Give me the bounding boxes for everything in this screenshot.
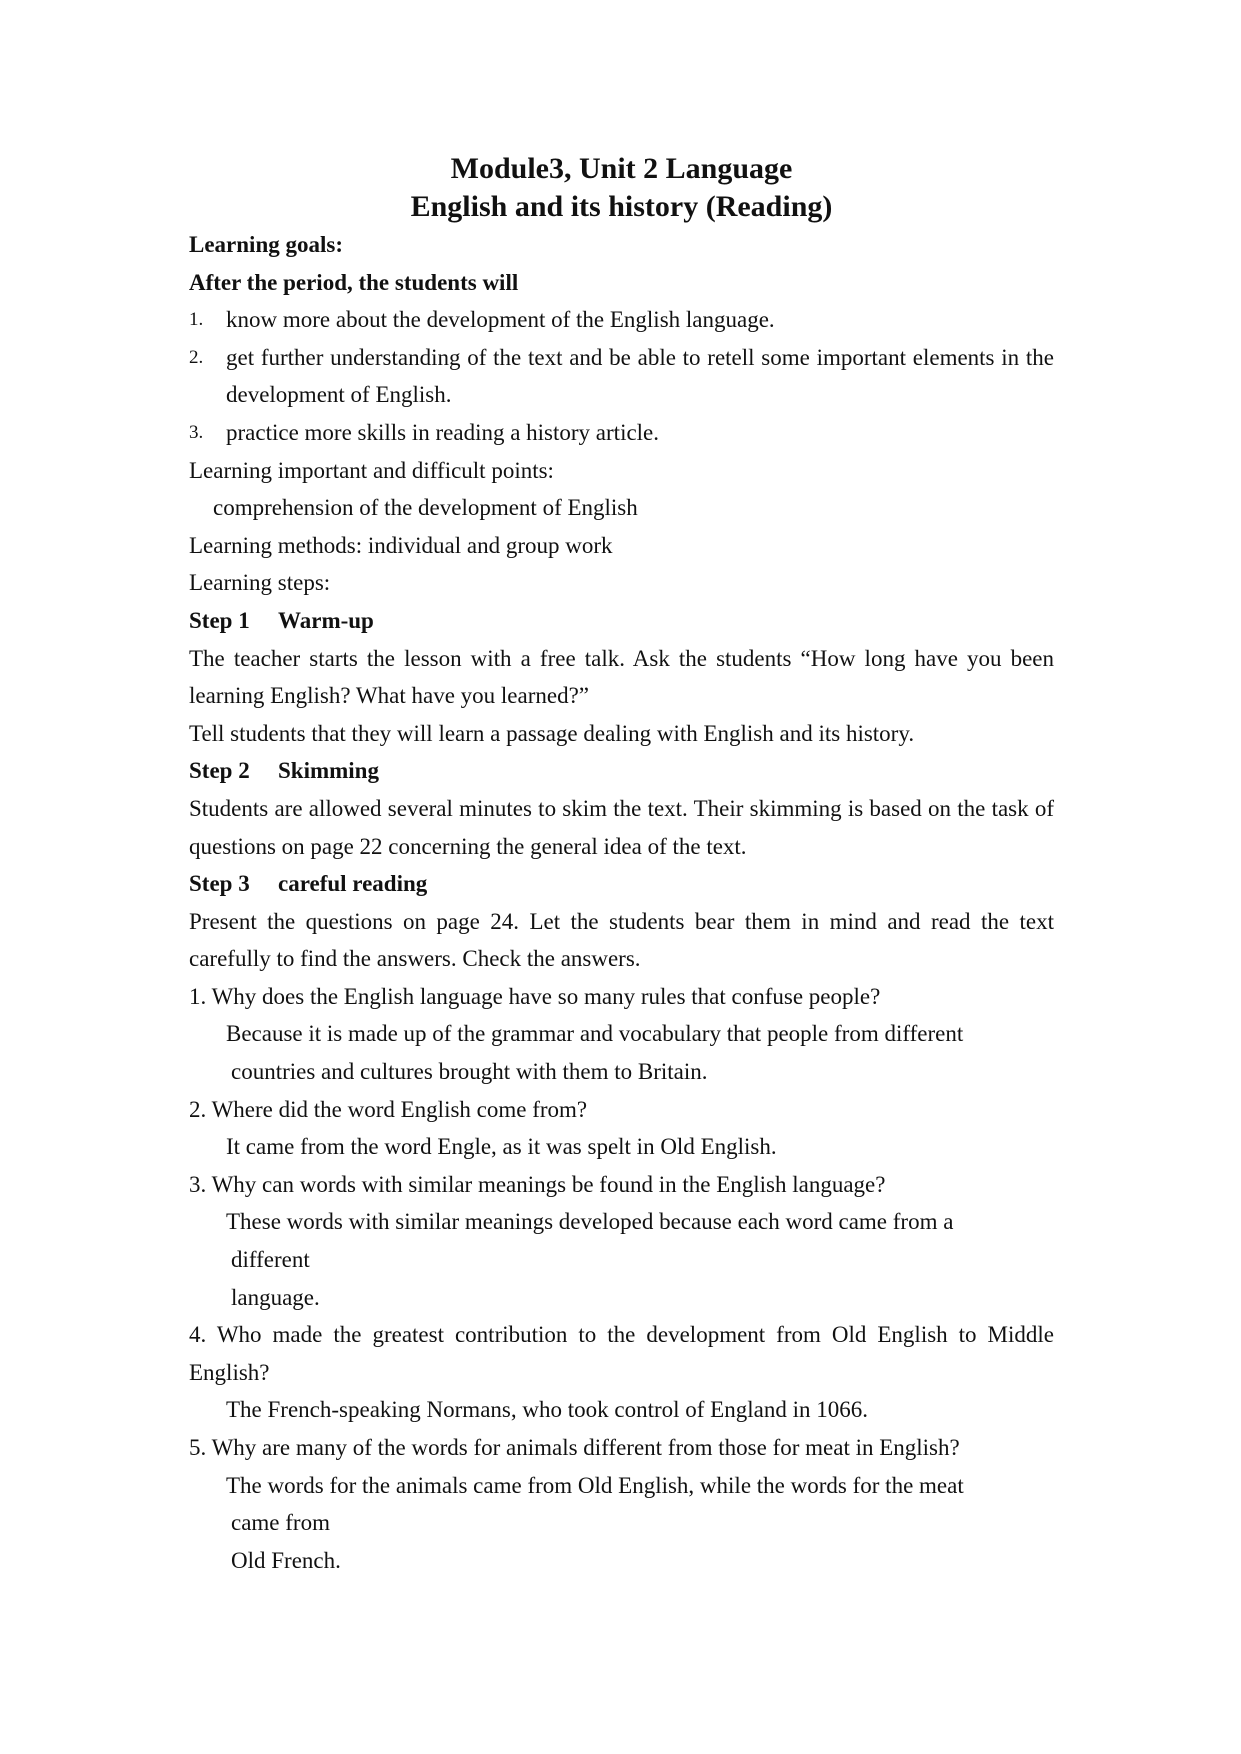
points-text: comprehension of the development of English [213, 495, 638, 521]
goal-text: know more about the development of the English language. [226, 307, 775, 333]
answer-3-line-1: These words with similar meanings developed because each word came from a [226, 1209, 954, 1235]
step-2-paragraph: Students are allowed several minutes to skim the text. Their skimming is based on the task of questions on page 22 concerning the general idea of the text. [189, 795, 1054, 859]
goal-number: 2. [189, 346, 204, 368]
step-3-heading [189, 865, 1054, 903]
answer-1-line-2: countries and cultures brought with them to Britain. [231, 1059, 708, 1085]
answer-2-line-1: It came from the word Engle, as it was spelt in Old English. [226, 1134, 777, 1160]
step-2-label: Step 2 [189, 758, 250, 784]
answer-4 [189, 1391, 1054, 1429]
goal-item [189, 301, 1054, 339]
question-2: 2. Where did the word English come from? [189, 1096, 588, 1122]
answer-5-line-1: The words for the animals came from Old English, while the words for the meat [226, 1472, 964, 1498]
step-1-name: Warm-up [278, 607, 374, 633]
step-1-heading [189, 602, 1054, 640]
step-3-label: Step 3 [189, 871, 250, 897]
goal-number: 1. [189, 309, 204, 331]
step-3-paragraph: Present the questions on page 24. Let the students bear them in mind and read the text carefully to find the answers. Check the answers. [189, 908, 1054, 972]
goal-text: practice more skills in reading a history article. [226, 419, 660, 445]
answer-1-line-1: Because it is made up of the grammar and vocabulary that people from different [226, 1021, 964, 1047]
answer-3-line-2: different [231, 1247, 310, 1273]
document-title [189, 150, 1054, 226]
answer-2 [189, 1128, 1054, 1166]
steps-heading: Learning steps: [189, 570, 331, 596]
learning-methods: Learning methods: individual and group work [189, 532, 613, 558]
step-1-paragraph-2: Tell students that they will learn a passage dealing with English and its history. [189, 720, 915, 746]
step-2-heading [189, 752, 1054, 790]
step-2-name: Skimming [278, 758, 379, 784]
step-1-label: Step 1 [189, 607, 250, 633]
question-3: 3. Why can words with similar meanings be found in the English language? [189, 1171, 886, 1197]
goal-item [189, 339, 1054, 414]
answer-4-line-1: The French-speaking Normans, who took control of England in 1066. [226, 1397, 868, 1423]
document-page [189, 150, 1054, 1579]
step-1-paragraph: The teacher starts the lesson with a free talk. Ask the students “How long have you been learning English? What have you learned?” [189, 645, 1054, 709]
answer-3-line-3: language. [231, 1284, 320, 1310]
goals-list [189, 301, 1054, 451]
answer-5-line-2: came from [231, 1510, 330, 1536]
answer-1 [189, 1015, 1054, 1090]
question-5: 5. Why are many of the words for animals different from those for meat in English? [189, 1435, 960, 1460]
goal-number: 3. [189, 421, 204, 443]
answer-5-line-3: Old French. [231, 1547, 341, 1573]
answer-5 [189, 1467, 1054, 1580]
title-line-1: Module3, Unit 2 Language [450, 152, 793, 185]
step-3-name: careful reading [278, 871, 428, 897]
points-heading: Learning important and difficult points: [189, 457, 554, 483]
title-line-2: English and its history (Reading) [410, 190, 833, 223]
goals-heading: Learning goals: [189, 232, 343, 257]
question-4: 4. Who made the greatest contribution to the development from Old English to Middle English? [189, 1322, 1054, 1385]
goals-intro: After the period, the students will [189, 269, 519, 295]
goal-text: get further understanding of the text and be able to retell some important elements in the development of English. [226, 344, 1054, 408]
answer-3 [189, 1203, 1054, 1316]
goal-item [189, 414, 1054, 452]
question-1: 1. Why does the English language have so many rules that confuse people? [189, 983, 881, 1009]
